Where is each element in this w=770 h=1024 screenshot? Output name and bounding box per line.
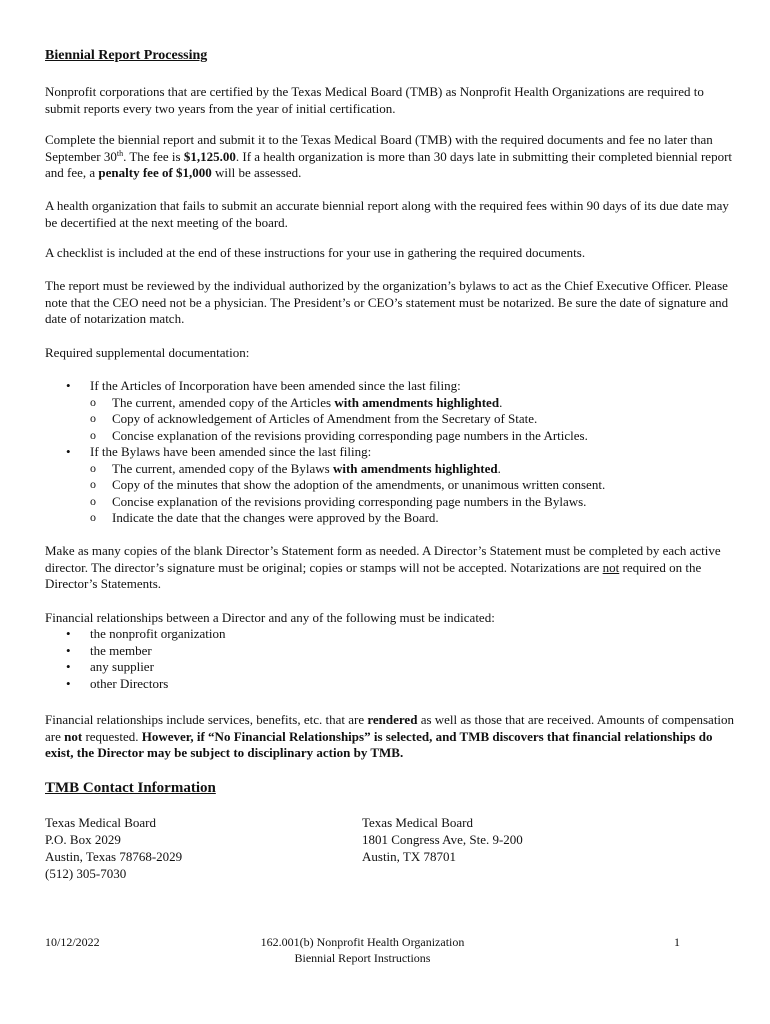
- list-item: o The current, amended copy of the Articles with amendments highlighted.: [90, 395, 735, 412]
- list-item: o Copy of acknowledgement of Articles of Amendment from the Secretary of State.: [90, 411, 735, 428]
- list-item: • the nonprofit organization: [45, 626, 735, 643]
- list-item: • any supplier: [45, 659, 735, 676]
- review-paragraph: The report must be reviewed by the individual authorized by the organization’s bylaws to act as the Chief Executive Officer. Please note that the CEO need not be a physician. The President’s or CEO’s statement must be notarized. Be sure the date of signature and date of notarization match.: [45, 278, 729, 326]
- financial-relationships-list: [45, 626, 735, 692]
- articles-item: • If the Articles of Incorporation have been amended since the last filing: o The current, amended copy of the Articles with amendments highlighted. o Copy of acknowledgement of Articles of Amendment from the Secretary of State. o Concise explanation of the revisions providing corresponding page numbers in the Articles.: [45, 378, 735, 444]
- decertification-paragraph: A health organization that fails to submit an accurate biennial report along with the required fees within 90 days of its due date may be decertified at the next meeting of the board.: [45, 198, 729, 230]
- list-item: o The current, amended copy of the Bylaws with amendments highlighted.: [90, 461, 735, 478]
- list-item: o Indicate the date that the changes were approved by the Board.: [90, 510, 735, 527]
- footer-title: 162.001(b) Nonprofit Health Organization Biennial Report Instructions: [260, 935, 465, 965]
- phone-number: (512) 305-7030: [45, 866, 127, 881]
- submission-paragraph: Complete the biennial report and submit it to the Texas Medical Board (TMB) with the required documents and fee no later than September 30th. The fee is $1,125.00. If a health organization is more than 30 days late in submitting their completed biennial report and fee, a penalty fee of $1,000 will be assessed.: [45, 132, 733, 180]
- mailing-address: Texas Medical Board P.O. Box 2029 Austin, Texas 78768-2029 (512) 305-7030: [45, 815, 183, 881]
- page-number: 1: [674, 935, 680, 949]
- fee-amount: $1,125.00: [183, 148, 236, 164]
- required-docs-label: Required supplemental documentation:: [45, 345, 250, 360]
- list-item: • the member: [45, 643, 735, 660]
- financial-relationships-label: Financial relationships between a Director and any of the following must be indicated:: [45, 610, 495, 625]
- footer-date: 10/12/2022: [45, 935, 100, 949]
- directors-statement-paragraph: Make as many copies of the blank Director’s Statement form as needed. A Director’s Statement must be completed by each active director. The director’s signature must be original; copies or stamps will not be accepted. Notarizations are not required on the Director’s Statements.: [45, 543, 721, 591]
- financial-definition-paragraph: Financial relationships include services, benefits, etc. that are rendered as well as those that are received. Amounts of compensation are not requested. However, if “No Financial Relationships” is selected, and TMB discovers that financial relationships do exist, the Director may be subject to disciplinary action by TMB.: [45, 712, 735, 760]
- checklist-paragraph: A checklist is included at the end of these instructions for your use in gathering the required documents.: [45, 245, 586, 260]
- intro-paragraph: Nonprofit corporations that are certified by the Texas Medical Board (TMB) as Nonprofit Health Organizations are required to submit reports every two years from the year of initial certification.: [45, 84, 704, 116]
- list-item: • other Directors: [45, 676, 735, 693]
- penalty-fee: penalty fee of $1,000: [98, 165, 212, 180]
- page-title: Biennial Report Processing: [45, 48, 208, 63]
- list-item: o Concise explanation of the revisions providing corresponding page numbers in the Articles.: [90, 428, 735, 445]
- contact-heading: TMB Contact Information: [45, 780, 216, 796]
- required-docs-list: [45, 378, 735, 527]
- street-address: Texas Medical Board 1801 Congress Ave, Ste. 9-200 Austin, TX 78701: [362, 815, 523, 864]
- list-item: o Concise explanation of the revisions providing corresponding page numbers in the Bylaws.: [90, 494, 735, 511]
- list-item: o Copy of the minutes that show the adoption of the amendments, or unanimous written consent.: [90, 477, 735, 494]
- bylaws-item: • If the Bylaws have been amended since the last filing: o The current, amended copy of the Bylaws with amendments highlighted. o Copy of the minutes that show the adoption of the amendments, or unanimous written consent. o Concise explanation of the revisions providing corresponding page numbers in the Bylaws. o Indicate the date that the changes were approved by the Board.: [45, 444, 735, 527]
- disciplinary-warning: However, if “No Financial Relationships” is selected, and TMB discovers that financial relationships do exist, the Director may be subject to disciplinary action by TMB.: [45, 728, 713, 760]
